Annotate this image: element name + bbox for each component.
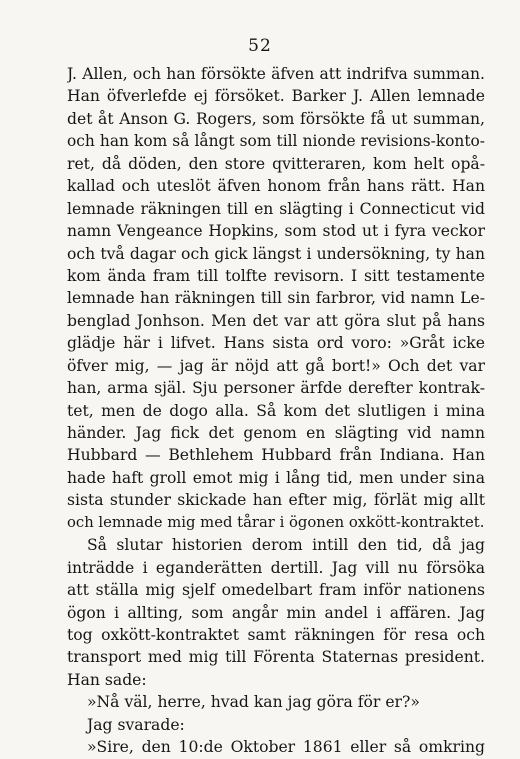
text-line: Han öfverlefde ej försöket. Barker J. Allen lemnade <box>67 87 485 106</box>
body-text <box>67 63 485 759</box>
text-line: kom ända fram till tolfte revisorn. I sitt testamente <box>67 266 485 285</box>
text-line: det åt Anson G. Rogers, som försökte få ut summan, <box>67 109 485 128</box>
text-line: Hubbard — Bethlehem Hubbard från Indiana. Han <box>67 446 485 465</box>
text-line: händer. Jag fick det genom en slägting vid namn <box>67 424 485 442</box>
text-line: kallad och uteslöt äfven honom från hans rätt. Han <box>67 177 485 196</box>
text-line: och lemnade mig med tårar i ögonen oxkött-kontraktet. <box>67 513 485 531</box>
text-line: han, arma själ. Sju personer ärfde derefter kontrak- <box>67 379 485 398</box>
text-line: och två dagar och gick längst i undersökning, ty han <box>67 244 485 263</box>
text-line: Jag svarade: <box>87 715 185 734</box>
text-line: namn Vengeance Hopkins, som stod ut i fyra veckor <box>67 222 485 241</box>
text-line: »Nå väl, herre, hvad kan jag göra för er?» <box>87 693 420 712</box>
text-line: Han sade: <box>67 670 147 689</box>
text-line: tet, men de dogo alla. Så kom det slutligen i mina <box>67 401 485 420</box>
text-line: Så slutar historien derom intill den tid, då jag <box>87 536 485 555</box>
text-line: »Sire, den 10:de Oktober 1861 eller så omkring <box>87 738 485 757</box>
text-line: J. Allen, och han försökte äfven att indrifva summan. <box>67 65 485 83</box>
text-line: ret, då döden, den store qvitteraren, kom helt opå- <box>67 154 485 173</box>
text-line: lemnade han räkningen till sin farbror, vid namn Le- <box>67 289 485 308</box>
text-line: att ställa mig sjelf omedelbart fram inför nationens <box>67 581 485 600</box>
text-line: sista stunder skickade han efter mig, förlät mig allt <box>67 491 485 510</box>
text-line: lemnade räkningen till en slägting i Connecticut vid <box>67 199 485 218</box>
text-line: tog oxkött-kontraktet samt räkningen för resa och <box>67 625 485 644</box>
text-line: benglad Jonhson. Men det var att göra slut på hans <box>67 311 485 330</box>
text-line: och han kom så långt som till nionde revisions-konto- <box>67 132 485 151</box>
text-line: öfver mig, — jag är nöjd att gå bort!» Och det var <box>67 356 485 375</box>
text-line: inträdde i eganderätten dertill. Jag vill nu försöka <box>67 558 485 577</box>
text-line: transport med mig till Förenta Staternas president. <box>67 648 485 667</box>
text-line: hade haft groll emot mig i lång tid, men under sina <box>67 468 485 487</box>
page-number: 52 <box>248 36 272 56</box>
text-line: ögon i allting, som angår min andel i affären. Jag <box>67 603 485 622</box>
text-line: glädje här i lifvet. Hans sista ord voro: »Gråt icke <box>67 334 485 353</box>
